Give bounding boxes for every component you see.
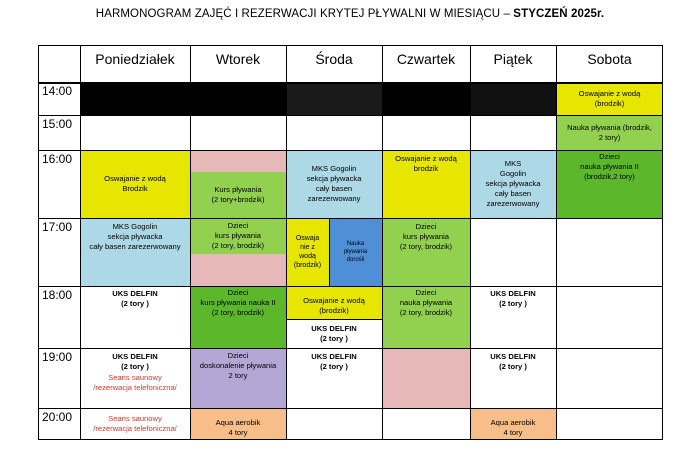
blocked-wed-14 — [286, 82, 382, 115]
event-tue-17: Dzieci kurs pływania (2 tory, brodzik) — [190, 218, 286, 254]
grid-line — [286, 45, 287, 440]
grid-line — [470, 45, 471, 440]
event-mon-16: Oswajanie z wodą Brodzik — [80, 150, 190, 218]
grid-line — [382, 45, 383, 440]
event-tue-16-pink — [190, 150, 286, 172]
day-header-thursday: Czwartek — [396, 51, 456, 67]
event-wed-18-b: UKS DELFIN (2 tory ) — [311, 323, 357, 343]
grid-line — [38, 218, 663, 219]
event-thu-19-pink — [382, 348, 470, 408]
grid-line — [38, 45, 39, 440]
event-tue-17-pink — [190, 254, 286, 286]
event-wed-18-a: Oswajanie z wodą (brodzik) — [286, 286, 382, 319]
time-label-1400: 14:00 — [42, 84, 73, 98]
event-tue-19: Dzieci doskonalenie pływania 2 tory — [190, 348, 286, 408]
event-fri-16: MKS Gogolin sekcja pływacka cały basen zarezerwowany — [470, 150, 556, 218]
event-mon-17: MKS Gogolin sekcja pływacka cały basen zarezerwowany — [80, 218, 190, 286]
event-wed-17-b: Nauka pływania dorośli — [329, 218, 382, 286]
grid-line — [38, 45, 663, 46]
time-label-1500: 15:00 — [42, 117, 73, 131]
grid-line — [329, 218, 330, 286]
event-sat-16: Dzieci nauka pływania II (brodzik,2 tory) — [556, 150, 663, 218]
event-sat-15: Nauka pływania (brodzik, 2 tory) — [556, 115, 663, 150]
event-sat-14: Oswajanie z wodą (brodzik) — [556, 82, 663, 115]
event-fri-20: Aqua aerobik 4 tory — [470, 408, 556, 440]
grid-line — [662, 45, 663, 440]
grid-line — [38, 286, 663, 287]
blocked-mon-thu-14 — [80, 82, 470, 115]
event-mon-19-b: Seans saunowy /rezerwacja telefoniczna/ — [93, 373, 177, 392]
day-header-saturday: Sobota — [587, 51, 632, 67]
event-thu-18: Dzieci nauka pływania (2 tory, brodzik) — [382, 286, 470, 348]
event-fri-19: UKS DELFIN (2 tory ) — [490, 352, 536, 371]
blocked-fri-14 — [470, 82, 556, 115]
schedule-table — [38, 45, 663, 440]
time-label-1700: 17:00 — [42, 220, 73, 234]
day-header-monday: Poniedziałek — [95, 51, 175, 67]
grid-line — [556, 45, 557, 440]
event-tue-16: Kurs pływania (2 tory+brodzik) — [190, 172, 286, 218]
time-label-2000: 20:00 — [42, 410, 73, 424]
grid-line — [38, 408, 663, 409]
grid-line — [80, 45, 81, 440]
time-label-1900: 19:00 — [42, 350, 73, 364]
event-thu-17: Dzieci kurs pływania (2 tory, brodzik) — [382, 218, 470, 286]
event-mon-19-a: UKS DELFIN (2 tory ) — [112, 352, 158, 371]
grid-line — [38, 82, 663, 84]
grid-line — [38, 115, 663, 116]
event-wed-17-a: Oswaja nie z wodą (brodzik) — [286, 218, 329, 286]
grid-line — [286, 319, 382, 320]
page-title: HARMONOGRAM ZAJĘĆ I REZERWACJI KRYTEJ PŁYWALNI W MIESIĄCU – STYCZEŃ 2025r. — [95, 8, 605, 20]
grid-line — [38, 439, 663, 440]
event-thu-16: Oswajanie z wodą brodzik — [382, 150, 470, 218]
grid-line — [190, 45, 191, 440]
day-header-tuesday: Wtorek — [215, 51, 261, 67]
day-header-wednesday: Środa — [315, 51, 353, 67]
event-wed-16: MKS Gogolin sekcja pływacka cały basen zarezerwowany — [286, 150, 382, 218]
event-tue-18: Dzieci kurs pływania nauka II (2 tory, brodzik) — [190, 286, 286, 348]
grid-line — [38, 348, 663, 349]
event-mon-18: UKS DELFIN (2 tory ) — [112, 289, 158, 308]
time-label-1800: 18:00 — [42, 288, 73, 302]
event-wed-19: UKS DELFIN (2 tory ) — [311, 352, 357, 371]
event-tue-20: Aqua aerobik 4 tory — [190, 408, 286, 440]
time-label-1600: 16:00 — [42, 152, 73, 166]
event-fri-18: UKS DELFIN (2 tory ) — [490, 289, 536, 308]
day-header-friday: Piątek — [493, 51, 533, 67]
grid-line — [38, 150, 663, 151]
event-mon-20: Seans saunowy /rezerwacja telefoniczna/ — [93, 414, 177, 433]
